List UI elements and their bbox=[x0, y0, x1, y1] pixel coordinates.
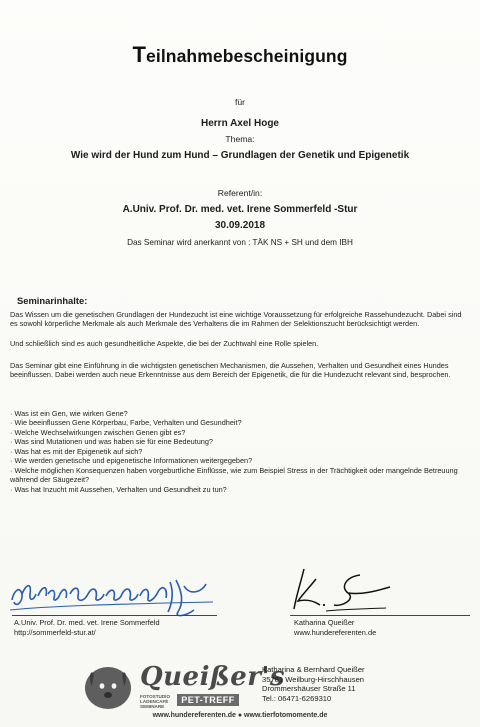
recognition-note: Das Seminar wird anerkannt von : TÄK NS + SH und dem IBH bbox=[127, 238, 353, 247]
logo-wordmark: Queißer's bbox=[140, 662, 286, 692]
dog-silhouette-icon bbox=[82, 664, 134, 710]
topic-list bbox=[10, 409, 472, 494]
section-title: Seminarinhalte: bbox=[17, 295, 88, 306]
list-item: · Welche möglichen Konsequenzen haben vorgeburtliche Einflüsse, wie zum Beispiel Stress in der Trächtigkeit oder mangelnde Betreuung während der Säugezeit? bbox=[10, 465, 458, 485]
logo-services bbox=[140, 694, 170, 709]
seminar-date: 30.09.2018 bbox=[214, 220, 266, 231]
left-signature bbox=[8, 572, 218, 620]
list-item: · Wie beeinflussen Gene Körperbau, Farbe, Verhalten und Gesundheit? bbox=[10, 418, 242, 428]
address-line: Katharina & Bernhard Queißer bbox=[262, 665, 365, 674]
list-item: · Was ist ein Gen, wie wirken Gene? bbox=[10, 409, 128, 418]
speaker-label: Referent/in: bbox=[217, 188, 263, 198]
document-title bbox=[0, 42, 480, 68]
list-item: · Welche Wechselwirkungen zwischen Genen gibt es? bbox=[10, 427, 186, 437]
title-initial: T bbox=[132, 42, 147, 67]
logo-service-studio: FOTOSTUDIO bbox=[140, 694, 171, 699]
topic-label: Thema: bbox=[225, 134, 255, 144]
company-logo bbox=[82, 662, 286, 714]
right-signature bbox=[286, 565, 396, 617]
left-signer-name: A.Univ. Prof. Dr. med. vet. Irene Sommerfeld bbox=[14, 618, 160, 627]
list-item: · Wie werden genetische und epigenetische Informationen weitergegeben? bbox=[10, 456, 253, 466]
list-item: · Was hat es mit der Epigenetik auf sich? bbox=[10, 446, 143, 456]
footer-websites: www.hundereferenten.de ● www.tierfotomomente.de bbox=[152, 712, 328, 719]
health-paragraph: Und schließlich sind es auch gesundheitliche Aspekte, die bei der Zuchtwahl eine Rolle spielen. bbox=[10, 339, 319, 348]
participant-name: Herrn Axel Hoge bbox=[201, 118, 279, 129]
right-signature-line bbox=[290, 615, 470, 616]
address-line: Drommershäuser Straße 11 bbox=[262, 684, 356, 694]
topic-title: Wie wird der Hund zum Hund – Grundlagen der Genetik und Epigenetik bbox=[70, 150, 410, 161]
right-signer-url: www.hundereferenten.de bbox=[294, 628, 377, 637]
list-item: · Was hat Inzucht mit Aussehen, Verhalten und Gesundheit zu tun? bbox=[10, 484, 227, 494]
left-signer-url: http://sommerfeld-stur.at/ bbox=[14, 628, 96, 637]
pet-treff-badge: PET-TREFF bbox=[177, 694, 239, 706]
title-rest: eilnahmebescheinigung bbox=[146, 46, 348, 66]
address-line: Tel.: 06471-6269310 bbox=[262, 693, 332, 703]
speaker-name: A.Univ. Prof. Dr. med. vet. Irene Sommerfeld -Stur bbox=[122, 204, 358, 215]
for-label: für bbox=[234, 97, 246, 107]
left-signature-line bbox=[12, 615, 217, 616]
list-item: · Was sind Mutationen und was haben sie für eine Bedeutung? bbox=[10, 437, 213, 447]
intro-paragraph: Das Wissen um die genetischen Grundlagen der Hundezucht ist eine wichtige Voraussetzung für erfolgreiche Rassehundezucht. Dabei sind es sowohl körperliche Merkmale als auch Merkmale des Verhaltens die im Rahmen der Selektionszucht berücksichtigt werden. bbox=[10, 310, 462, 329]
right-signer-name: Katharina Queißer bbox=[294, 618, 355, 627]
address-block bbox=[262, 665, 365, 703]
logo-service-cafe: LADENCAFÉ bbox=[140, 699, 169, 704]
seminar-paragraph: Das Seminar gibt eine Einführung in die wichtigsten genetischen Mechanismen, die Aussehen, Verhalten und Gesundheit eines Hundes beeinflussen. Dabei werden auch neue Erkenntnisse aus dem Bereich der Epigenetik, die für die Hundezucht relevant sind, besprochen. bbox=[10, 361, 451, 380]
logo-service-seminars: SEMINARE bbox=[140, 704, 165, 709]
address-line: 35781 Weilburg-Hirschhausen bbox=[262, 674, 365, 684]
